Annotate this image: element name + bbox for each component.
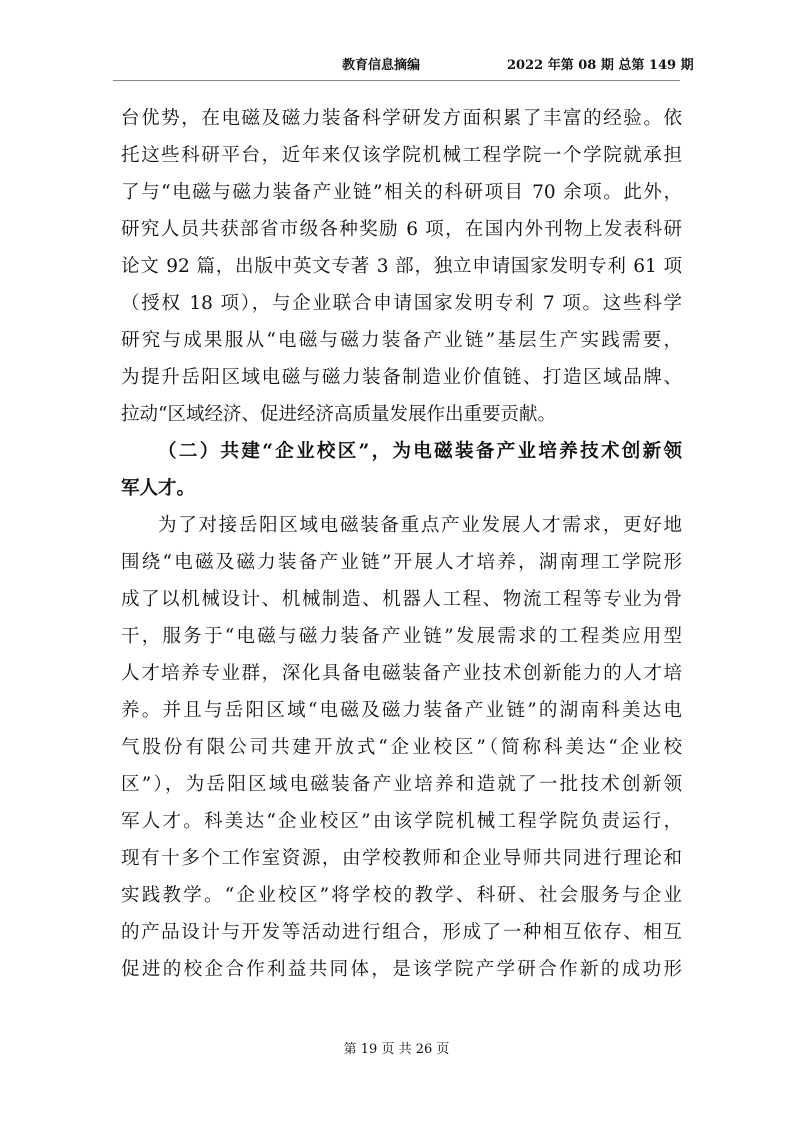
text-line: 拉动“区域经济、促进经济高质量发展作出重要贡献。 (121, 404, 556, 425)
text-line: 成了以机械设计、机械制造、机器人工程、物流工程等专业为骨 (121, 589, 682, 610)
text-line: 围绕“电磁及磁力装备产业链”开展人才培养，湖南理工学院形 (121, 552, 682, 573)
issue-number: 2022 年第 08 期 总第 149 期 (507, 58, 694, 73)
text-line: 研究与成果服从“电磁与磁力装备产业链”基层生产实践需要， (121, 330, 682, 351)
text-line: 实践教学。“企业校区”将学校的教学、科研、社会服务与企业 (121, 885, 682, 906)
text-line: 研究人员共获部省市级各种奖励 6 项，在国内外刊物上发表科研 (121, 219, 682, 240)
text-line: 军人才。科美达“企业校区”由该学院机械工程学院负责运行， (121, 811, 682, 832)
body-text (121, 100, 682, 988)
text-line: 的产品设计与开发等活动进行组合，形成了一种相互依存、相互 (121, 922, 682, 943)
text-line: 台优势，在电磁及磁力装备科学研发方面积累了丰富的经验。依 (121, 108, 682, 129)
text-line: 人才培养专业群，深化具备电磁装备产业技术创新能力的人才培 (121, 663, 682, 684)
text-line: 现有十多个工作室资源，由学校教师和企业导师共同进行理论和 (121, 848, 682, 869)
running-header (0, 54, 793, 74)
page-footer: 第 19 页 共 26 页 (343, 1042, 450, 1057)
section-heading: （二）共建“企业校区”，为电磁装备产业培养技术创新领 (158, 441, 682, 462)
text-line: 为提升岳阳区域电磁与磁力装备制造业价值链、打造区域品牌、 (121, 367, 682, 388)
section-heading-continued: 军人才。 (121, 478, 196, 499)
text-line: （授权 18 项），与企业联合申请国家发明专利 7 项。这些科学 (121, 293, 682, 314)
text-line: 为了对接岳阳区域电磁装备重点产业发展人才需求，更好地 (158, 515, 682, 536)
text-line: 论文 92 篇，出版中英文专著 3 部，独立申请国家发明专利 61 项 (121, 256, 682, 277)
header-divider (113, 80, 680, 81)
text-line: 养。并且与岳阳区域“电磁及磁力装备产业链”的湖南科美达电 (121, 700, 682, 721)
text-line: 气股份有限公司共建开放式“企业校区”（简称科美达“企业校 (121, 737, 682, 758)
text-line: 促进的校企合作利益共同体，是该学院产学研合作新的成功形 (121, 959, 682, 980)
text-line: 托这些科研平台，近年来仅该学院机械工程学院一个学院就承担 (121, 145, 682, 166)
text-line: 干，服务于“电磁与磁力装备产业链”发展需求的工程类应用型 (121, 626, 682, 647)
text-line: 区”），为岳阳区域电磁装备产业培养和造就了一批技术创新领 (121, 774, 682, 795)
text-line: 了与“电磁与磁力装备产业链”相关的科研项目 70 余项。此外， (121, 182, 682, 203)
journal-name: 教育信息摘编 (342, 58, 421, 73)
